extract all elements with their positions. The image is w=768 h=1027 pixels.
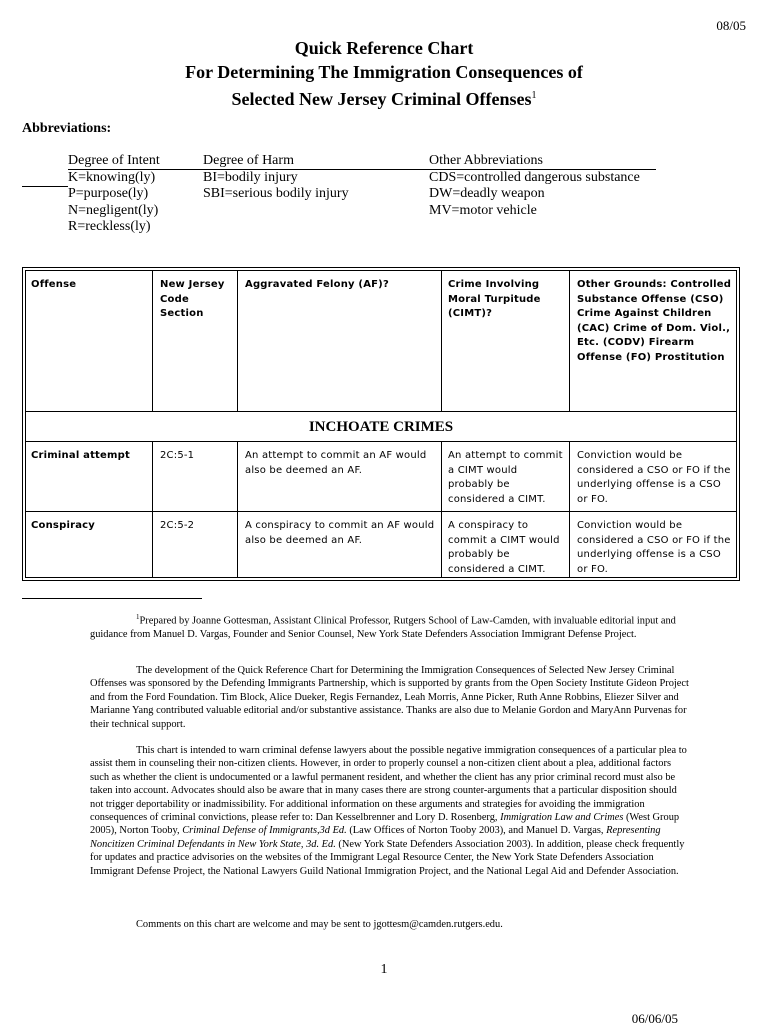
row-code: 2C:5-2 bbox=[160, 520, 195, 531]
row-other: Conviction would be considered a CSO or FO if the underlying offense is a CSO or FO. bbox=[577, 520, 731, 575]
table-column-divider bbox=[152, 441, 153, 578]
abbr-column-header: Degree of Harm bbox=[203, 153, 294, 168]
footnote-text: (New York State Defenders Association 2003). In addition, please check frequently for updates and practice advisories on the websites of the Immigrant Legal Resource Center, the New York State Defenders Association Immigrant Defense Project, the National Lawyers Guild National Immigration Project, and the National Legal Aid and Defender Association. bbox=[90, 838, 685, 877]
footnote-paragraph-2 bbox=[90, 664, 690, 731]
abbr-item: P=purpose(ly) bbox=[68, 186, 149, 201]
header-other-grounds: Other Grounds: Controlled Substance Offense (CSO) Crime Against Children (CAC) Crime of Dom. Viol., Etc. (CODV) Firearm Offense (FO) Prostitution bbox=[577, 279, 732, 363]
abbr-column-header: Other Abbreviations bbox=[429, 153, 543, 168]
footnote-text: This chart is intended to warn criminal defense lawyers about the possible negative immigration consequences of a particular plea to assist them in counseling their non-citizen clients. However, in order to properly counsel a non-citizen client about a plea, additional factors such as whether the client is undocumented or a lawful permanent resident, and whether the client has any prior criminal record must also be taken into account. Advocates should also be aware that in many cases there are strong counter-arguments that a particular disposition should not trigger deportability or inadmissibility. For additional information on these arguments and strategies for avoiding the immigration consequences of criminal convictions, please refer to: Dan Kesselbrenner and Lory D. Rosenberg, bbox=[90, 745, 687, 824]
document-title bbox=[0, 36, 768, 111]
header-date: 08/05 bbox=[716, 18, 746, 33]
table-column-divider bbox=[237, 441, 238, 578]
abbr-item: CDS=controlled dangerous substance bbox=[429, 169, 640, 185]
title-footnote-mark: 1 bbox=[531, 90, 537, 101]
abbr-item: DW=deadly weapon bbox=[429, 186, 545, 201]
footnote-text: Comments on this chart are welcome and may be sent to jgottesm@camden.rutgers.edu. bbox=[136, 919, 503, 930]
abbreviations-rule bbox=[68, 169, 656, 170]
abbr-column-harm bbox=[203, 153, 349, 203]
abbr-item: SBI=serious bodily injury bbox=[203, 186, 349, 201]
row-cimt: A conspiracy to commit a CIMT would probably be considered a CIMT. bbox=[448, 520, 560, 575]
table-column-divider bbox=[152, 270, 153, 411]
header-aggravated-felony: Aggravated Felony (AF)? bbox=[245, 279, 389, 290]
citation-title: Representing Noncitizen Criminal Defendants in New York State, 3d. Ed. bbox=[90, 825, 661, 850]
table-column-divider bbox=[569, 270, 570, 411]
header-code-section: New Jersey Code Section bbox=[160, 279, 225, 320]
abbr-item: R=reckless(ly) bbox=[68, 219, 151, 234]
footnote-text: (Law Offices of Norton Tooby 2003), and Manuel D. Vargas, bbox=[346, 825, 607, 837]
row-other: Conviction would be considered a CSO or FO if the underlying offense is a CSO or FO. bbox=[577, 450, 731, 505]
footnote-rule bbox=[22, 598, 202, 599]
footnote-text: The development of the Quick Reference Chart for Determining the Immigration Consequences of Selected New Jersey Criminal Offenses was sponsored by the Defending Immigrants Partnership, which is supported by grants from the Open Society Institute Gideon Project and from the Ford Foundation. Tim Block, Alice Dueker, Regis Fernandez, Leah Morris, Anne Picker, Ruth Anne Robbins, Eliezer Silver and Marianne Yang contributed valuable editorial and/or substantive assistance. Thanks are also due to Melanie Gordon and MaryAnn Purvenas for their technical support. bbox=[90, 665, 689, 730]
abbr-item: K=knowing(ly) bbox=[68, 169, 156, 185]
abbr-item: N=negligent(ly) bbox=[68, 202, 159, 218]
abbr-item: BI=bodily injury bbox=[203, 169, 298, 185]
table-column-divider bbox=[569, 441, 570, 578]
table-column-divider bbox=[441, 441, 442, 578]
table-column-divider bbox=[441, 270, 442, 411]
footnote-text: Prepared by Joanne Gottesman, Assistant Clinical Professor, Rutgers School of Law-Camden, with invaluable editorial input and guidance from Manuel D. Vargas, Founder and Senior Counsel, New York State Defenders Association Immigrant Defense Project. bbox=[90, 615, 676, 640]
title-line-2: For Determining The Immigration Consequences of bbox=[185, 62, 583, 82]
row-offense: Conspiracy bbox=[31, 520, 95, 531]
header-cimt: Crime Involving Moral Turpitude (CIMT)? bbox=[448, 279, 541, 320]
footnote-paragraph-3 bbox=[90, 744, 690, 878]
row-offense: Criminal attempt bbox=[31, 450, 130, 461]
citation-title: Criminal Defense of Immigrants,3d Ed. bbox=[182, 825, 347, 837]
footnote-paragraph-4 bbox=[90, 918, 690, 931]
abbr-column-intent bbox=[68, 153, 160, 236]
row-cimt: An attempt to commit a CIMT would probably be considered a CIMT. bbox=[448, 450, 563, 505]
title-line-3-text: Selected New Jersey Criminal Offenses bbox=[231, 89, 532, 109]
table-divider bbox=[25, 511, 737, 512]
table-column-divider bbox=[237, 270, 238, 411]
table-divider bbox=[25, 411, 737, 412]
footnote-text: (West Group 2005), Norton Tooby, bbox=[90, 812, 680, 837]
section-title-inchoate-crimes: INCHOATE CRIMES bbox=[308, 419, 454, 435]
abbreviations-heading: Abbreviations: bbox=[22, 121, 112, 136]
page-number: 1 bbox=[380, 962, 388, 977]
footer-date: 06/06/05 bbox=[631, 1011, 678, 1026]
table-divider bbox=[25, 441, 737, 442]
row-af: A conspiracy to commit an AF would also be deemed an AF. bbox=[245, 520, 435, 546]
abbr-column-other bbox=[429, 153, 640, 219]
citation-title: Immigration Law and Crimes bbox=[500, 812, 624, 824]
title-line-1: Quick Reference Chart bbox=[294, 38, 474, 58]
row-af: An attempt to commit an AF would also be deemed an AF. bbox=[245, 450, 427, 476]
abbreviations-rule-short bbox=[22, 186, 68, 187]
abbr-column-header: Degree of Intent bbox=[68, 153, 160, 168]
abbr-item: MV=motor vehicle bbox=[429, 202, 537, 218]
header-offense: Offense bbox=[31, 279, 77, 290]
title-line-3 bbox=[0, 84, 768, 111]
row-code: 2C:5-1 bbox=[160, 450, 195, 461]
footnote-1 bbox=[90, 611, 690, 641]
footnote-mark: 1 bbox=[136, 613, 140, 621]
